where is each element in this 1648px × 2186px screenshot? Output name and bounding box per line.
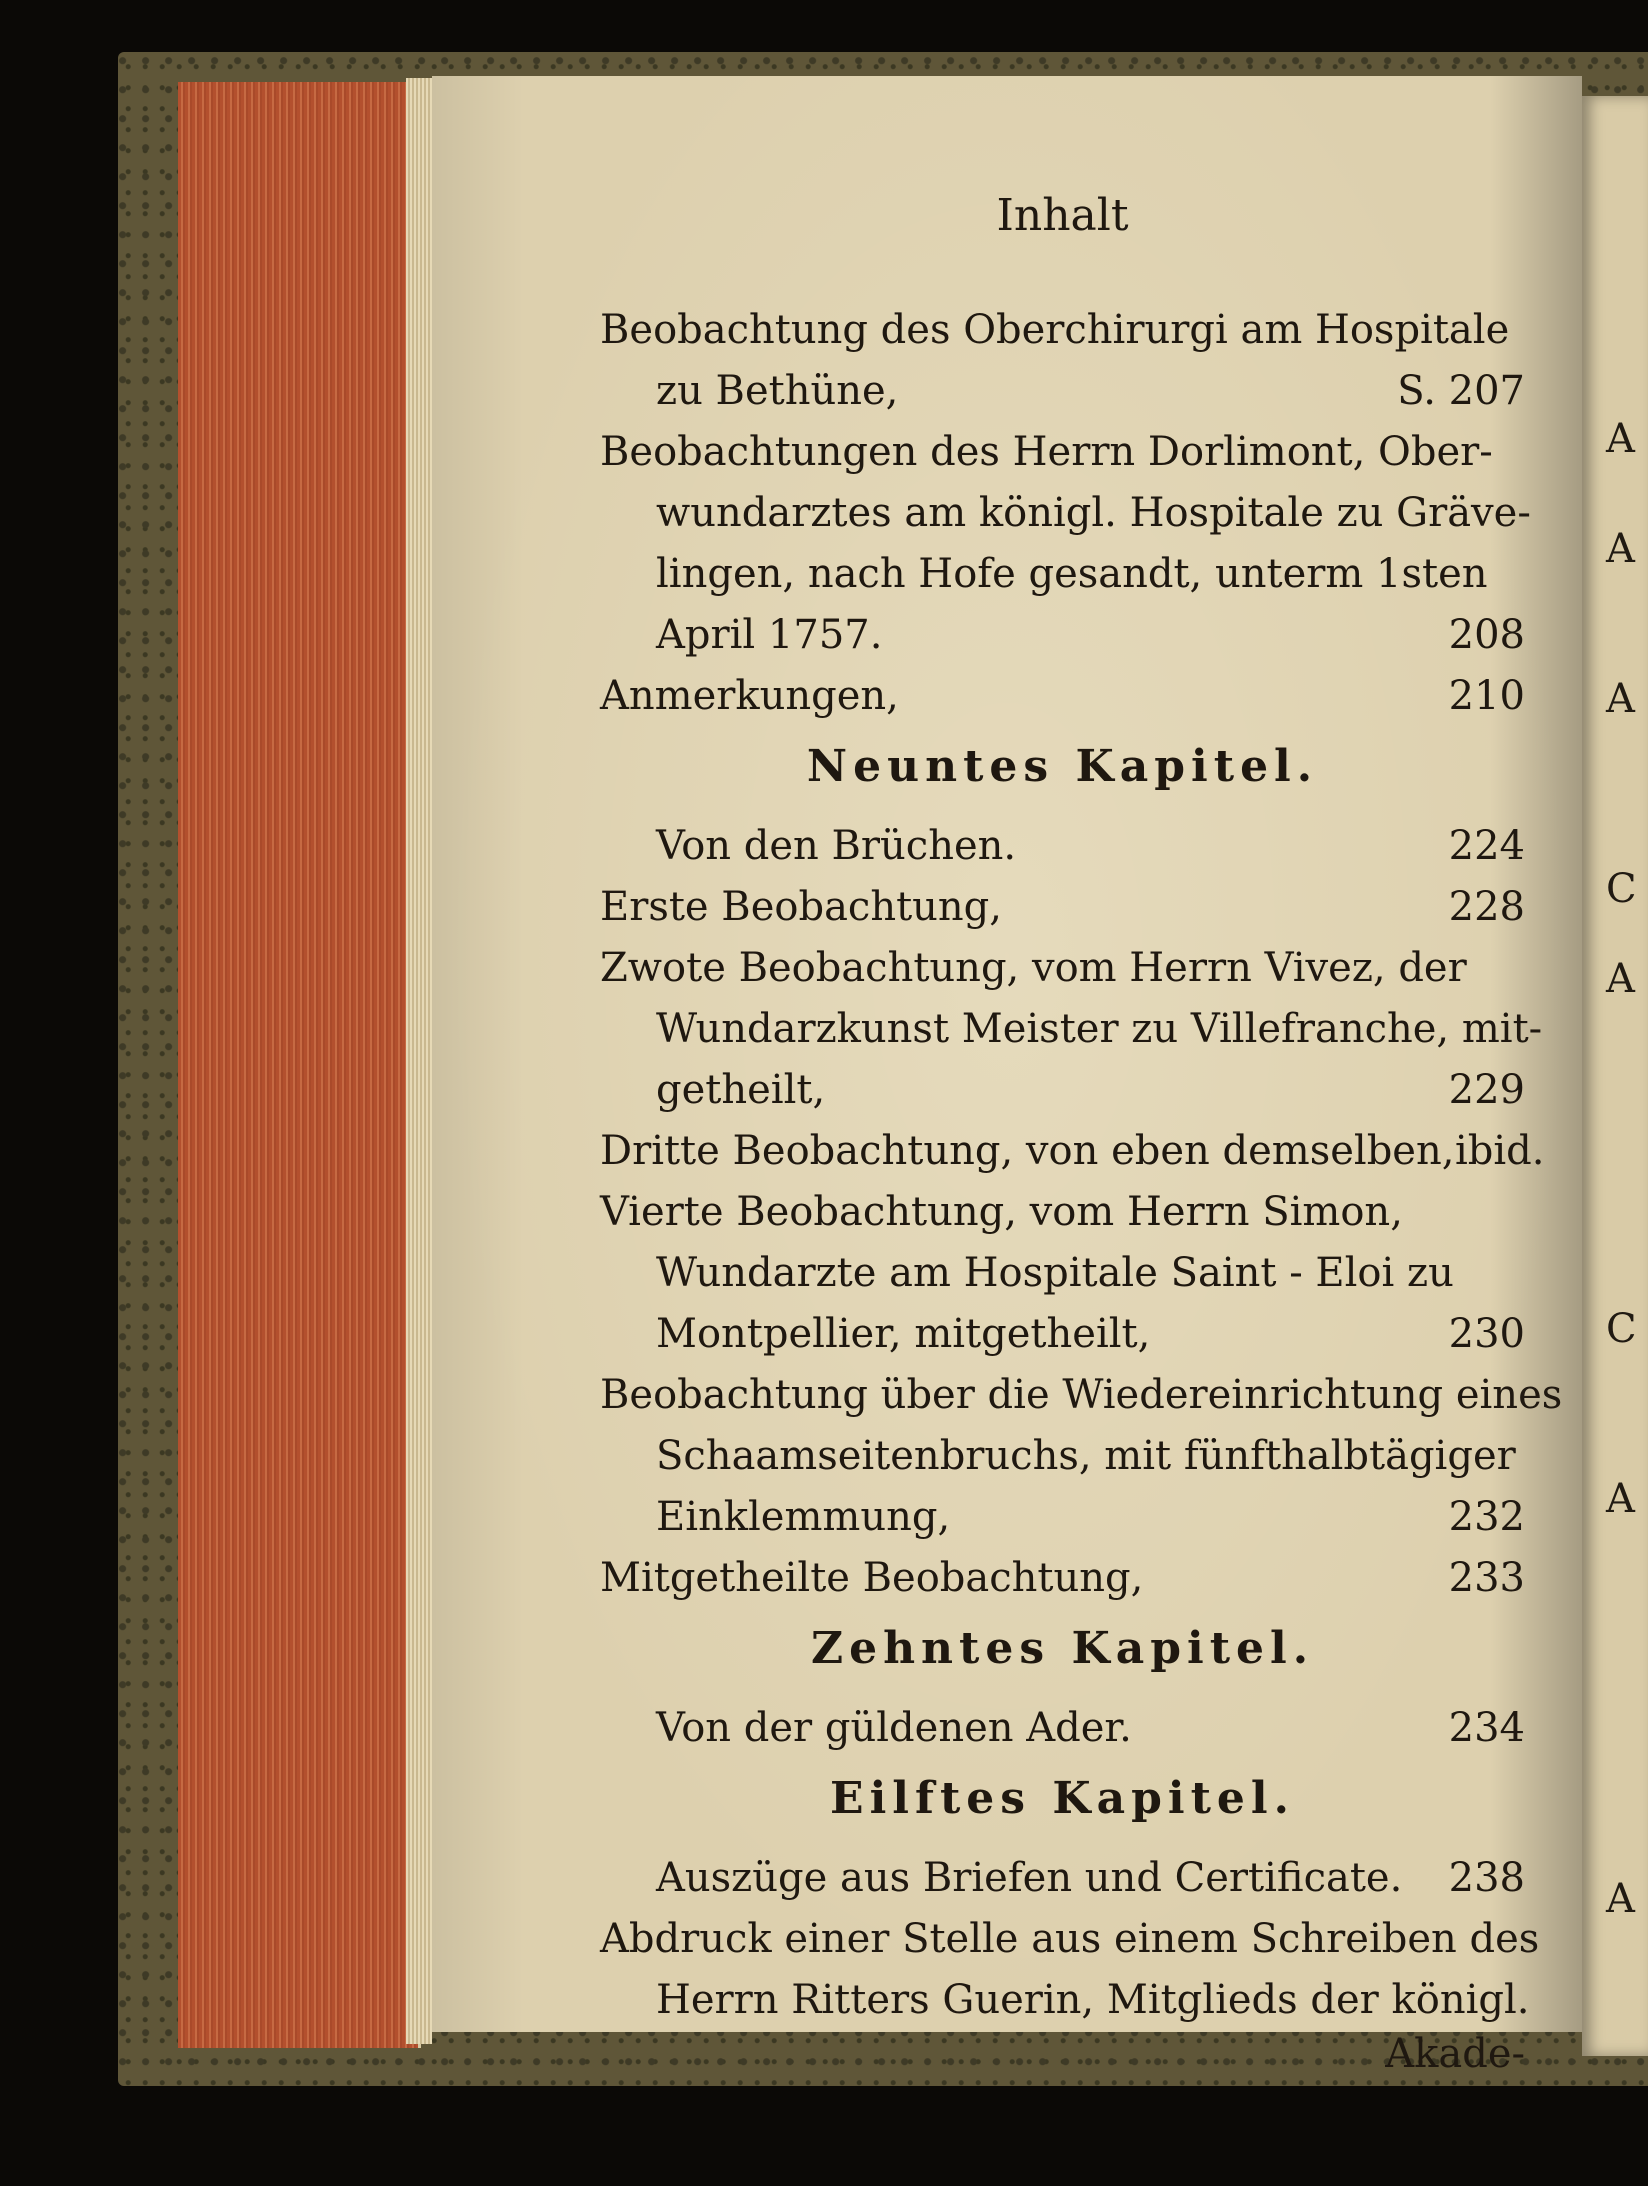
page-number: 234	[1448, 1705, 1525, 1751]
page-number: 208	[1448, 612, 1525, 658]
toc-entry	[600, 1121, 1545, 1182]
entry-text: Wundarzkunst Meister zu Villefranche, mit-	[656, 1006, 1543, 1052]
toc-entry	[600, 422, 1531, 666]
toc-entry	[600, 1909, 1540, 2031]
catchword: Akade-	[1385, 2031, 1525, 2077]
chapter-heading: Neuntes Kapitel.	[806, 741, 1319, 792]
page-stack	[406, 78, 432, 2044]
entry-text: Beobachtungen des Herrn Dorlimont, Ober-	[600, 429, 1493, 475]
toc-entry	[600, 1548, 1525, 1609]
next-page-letter: A	[1606, 1876, 1635, 1922]
section-title: Von der güldenen Ader.	[656, 1705, 1132, 1751]
next-page-letter: C	[1606, 1306, 1637, 1352]
entry-text: April 1757.	[656, 612, 883, 658]
chapter-heading: Zehntes Kapitel.	[810, 1623, 1315, 1674]
entry-text: Anmerkungen,	[600, 673, 899, 719]
next-page-letter: A	[1606, 676, 1635, 722]
next-page-edge	[1582, 96, 1648, 2056]
section-title: Auszüge aus Briefen und Certificate.	[656, 1855, 1403, 1901]
page-number: 233	[1448, 1555, 1525, 1601]
next-page-letter: A	[1606, 416, 1635, 462]
page-edges	[178, 82, 421, 2048]
page-number: 224	[1448, 823, 1525, 869]
toc-entry	[600, 1182, 1525, 1365]
entry-text: zu Bethüne,	[656, 368, 899, 414]
chapter-heading: Eilftes Kapitel.	[830, 1773, 1295, 1824]
entry-text: wundarztes am königl. Hospitale zu Gräve-	[656, 490, 1531, 536]
entry-text: Montpellier, mitgetheilt,	[656, 1311, 1151, 1357]
entry-text: Herrn Ritters Guerin, Mitglieds der königl.	[656, 1977, 1530, 2023]
entry-text: Beobachtung des Oberchirurgi am Hospitale	[600, 307, 1510, 353]
toc-entry	[600, 1848, 1525, 1909]
entry-text: Schaamseitenbruchs, mit fünfthalbtägiger	[656, 1433, 1516, 1479]
page-title: Inhalt	[996, 190, 1129, 241]
page-number: 210	[1448, 673, 1525, 719]
entry-text: Erste Beobachtung,	[600, 884, 1002, 930]
toc-entry	[600, 1698, 1525, 1759]
entry-text: lingen, nach Hofe gesandt, unterm 1sten	[656, 551, 1488, 597]
toc-entry	[600, 938, 1543, 1121]
toc-entry	[600, 666, 1525, 727]
entry-text: Beobachtung über die Wiedereinrichtung eines	[600, 1372, 1563, 1418]
page-number: 228	[1448, 884, 1525, 930]
next-page-letter: A	[1606, 956, 1635, 1002]
entry-text: Zwote Beobachtung, vom Herrn Vivez, der	[600, 945, 1467, 991]
next-page-letter: A	[1606, 526, 1635, 572]
entry-text: getheilt,	[656, 1067, 826, 1113]
page-number: 229	[1448, 1067, 1525, 1113]
toc-entry	[600, 300, 1525, 422]
entry-text: Vierte Beobachtung, vom Herrn Simon,	[600, 1189, 1403, 1235]
entry-text: Dritte Beobachtung, von eben demselben,	[600, 1128, 1455, 1174]
page-number: 238	[1448, 1855, 1525, 1901]
entry-text: Mitgetheilte Beobachtung,	[600, 1555, 1144, 1601]
page-number: S. 207	[1397, 368, 1525, 414]
page-number: 230	[1448, 1311, 1525, 1357]
entry-text: Wundarzte am Hospitale Saint - Eloi zu	[656, 1250, 1454, 1296]
page-number: 232	[1448, 1494, 1525, 1540]
entry-text: Abdruck einer Stelle aus einem Schreiben des	[600, 1916, 1540, 1962]
page-number: ibid.	[1454, 1128, 1545, 1174]
next-page-letter: C	[1606, 866, 1637, 912]
entry-text: Einklemmung,	[656, 1494, 951, 1540]
toc-entry	[600, 816, 1525, 877]
toc-entry	[600, 1365, 1563, 1548]
toc-entry	[600, 877, 1525, 938]
next-page-letter: A	[1606, 1476, 1635, 1522]
section-title: Von den Brüchen.	[656, 823, 1017, 869]
